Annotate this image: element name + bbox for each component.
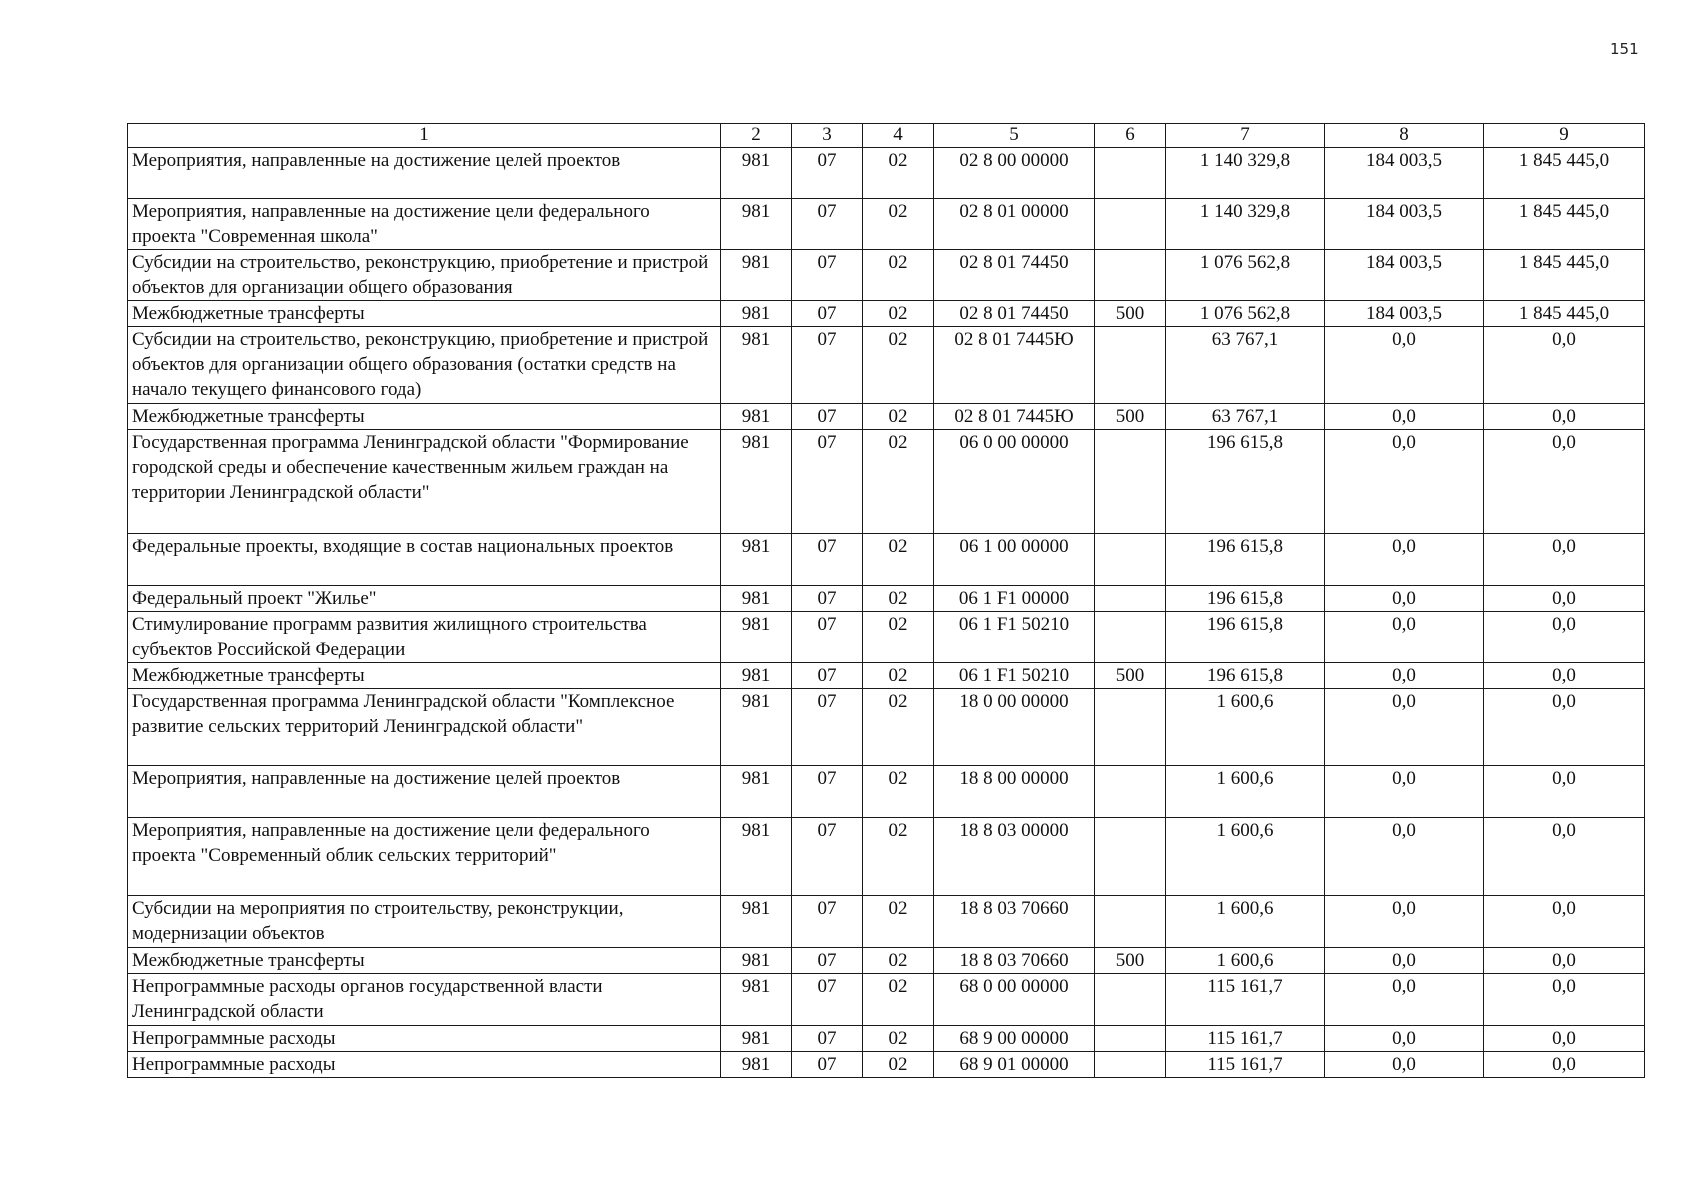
cell-col-4: 02 [863,327,934,404]
cell-col-8: 0,0 [1325,534,1484,586]
cell-col-6 [1095,612,1166,663]
cell-col-8: 0,0 [1325,612,1484,663]
cell-col-name: Межбюджетные трансферты [128,301,721,327]
cell-col-4: 02 [863,534,934,586]
cell-col-4: 02 [863,948,934,974]
cell-col-7: 1 140 329,8 [1166,148,1325,199]
cell-col-2: 981 [721,948,792,974]
cell-col-8: 0,0 [1325,430,1484,534]
cell-col-7: 196 615,8 [1166,586,1325,612]
cell-col-9: 1 845 445,0 [1484,199,1645,250]
cell-col-5: 18 0 00 00000 [934,689,1095,766]
cell-col-8: 0,0 [1325,586,1484,612]
cell-col-name: Непрограммные расходы органов государственной власти Ленинградской области [128,974,721,1026]
cell-col-8: 0,0 [1325,404,1484,430]
cell-col-name: Непрограммные расходы [128,1026,721,1052]
cell-col-3: 07 [792,199,863,250]
cell-col-name: Федеральный проект "Жилье" [128,586,721,612]
cell-col-3: 07 [792,974,863,1026]
cell-col-8: 0,0 [1325,974,1484,1026]
cell-col-7: 1 600,6 [1166,896,1325,948]
cell-col-6 [1095,1026,1166,1052]
table-row [128,301,1645,327]
header-col-7: 7 [1166,124,1325,148]
cell-col-6 [1095,250,1166,301]
cell-col-6 [1095,896,1166,948]
cell-col-5: 06 1 F1 50210 [934,612,1095,663]
cell-col-9: 0,0 [1484,612,1645,663]
cell-col-4: 02 [863,250,934,301]
cell-col-4: 02 [863,404,934,430]
header-col-name: 1 [128,124,721,148]
cell-col-9: 1 845 445,0 [1484,250,1645,301]
cell-col-6 [1095,586,1166,612]
cell-col-4: 02 [863,612,934,663]
cell-col-4: 02 [863,663,934,689]
cell-col-2: 981 [721,327,792,404]
cell-col-3: 07 [792,1052,863,1078]
cell-col-5: 06 1 F1 50210 [934,663,1095,689]
cell-col-4: 02 [863,974,934,1026]
table-row [128,586,1645,612]
cell-col-8: 184 003,5 [1325,301,1484,327]
cell-col-name: Стимулирование программ развития жилищного строительства субъектов Российской Федерации [128,612,721,663]
cell-col-7: 63 767,1 [1166,327,1325,404]
cell-col-3: 07 [792,766,863,818]
header-row [128,124,1645,148]
cell-col-7: 1 600,6 [1166,818,1325,896]
cell-col-6 [1095,1052,1166,1078]
cell-col-8: 184 003,5 [1325,199,1484,250]
cell-col-name: Мероприятия, направленные на достижение целей проектов [128,766,721,818]
cell-col-7: 1 600,6 [1166,689,1325,766]
cell-col-5: 02 8 00 00000 [934,148,1095,199]
cell-col-2: 981 [721,404,792,430]
cell-col-name: Межбюджетные трансферты [128,948,721,974]
cell-col-6: 500 [1095,404,1166,430]
cell-col-6 [1095,199,1166,250]
header-col-9: 9 [1484,124,1645,148]
cell-col-6: 500 [1095,948,1166,974]
cell-col-3: 07 [792,404,863,430]
cell-col-5: 18 8 03 00000 [934,818,1095,896]
cell-col-6 [1095,689,1166,766]
cell-col-6 [1095,974,1166,1026]
table-row [128,663,1645,689]
cell-col-8: 0,0 [1325,663,1484,689]
header-col-8: 8 [1325,124,1484,148]
cell-col-name: Мероприятия, направленные на достижение цели федерального проекта "Современная школа" [128,199,721,250]
cell-col-3: 07 [792,612,863,663]
cell-col-8: 0,0 [1325,327,1484,404]
cell-col-5: 02 8 01 74450 [934,250,1095,301]
cell-col-6 [1095,148,1166,199]
cell-col-2: 981 [721,199,792,250]
cell-col-9: 1 845 445,0 [1484,148,1645,199]
cell-col-name: Государственная программа Ленинградской области "Формирование городской среды и обеспечение качественным жильем граждан на территории Ленинградской области" [128,430,721,534]
table-row [128,1052,1645,1078]
cell-col-2: 981 [721,430,792,534]
cell-col-4: 02 [863,689,934,766]
cell-col-2: 981 [721,896,792,948]
table-row [128,404,1645,430]
cell-col-5: 18 8 00 00000 [934,766,1095,818]
cell-col-5: 68 9 00 00000 [934,1026,1095,1052]
cell-col-3: 07 [792,327,863,404]
cell-col-2: 981 [721,612,792,663]
cell-col-2: 981 [721,818,792,896]
cell-col-5: 18 8 03 70660 [934,948,1095,974]
cell-col-4: 02 [863,430,934,534]
cell-col-name: Субсидии на строительство, реконструкцию, приобретение и пристрой объектов для организации общего образования (остатки средств на начало текущего финансового года) [128,327,721,404]
cell-col-9: 0,0 [1484,327,1645,404]
cell-col-name: Государственная программа Ленинградской области "Комплексное развитие сельских территорий Ленинградской области" [128,689,721,766]
cell-col-9: 0,0 [1484,404,1645,430]
cell-col-name: Субсидии на строительство, реконструкцию, приобретение и пристрой объектов для организации общего образования [128,250,721,301]
cell-col-2: 981 [721,301,792,327]
cell-col-4: 02 [863,818,934,896]
cell-col-7: 115 161,7 [1166,1052,1325,1078]
cell-col-8: 0,0 [1325,948,1484,974]
table-row [128,612,1645,663]
cell-col-9: 0,0 [1484,663,1645,689]
cell-col-6: 500 [1095,663,1166,689]
cell-col-9: 1 845 445,0 [1484,301,1645,327]
cell-col-5: 68 0 00 00000 [934,974,1095,1026]
cell-col-2: 981 [721,689,792,766]
cell-col-4: 02 [863,586,934,612]
cell-col-3: 07 [792,148,863,199]
cell-col-2: 981 [721,586,792,612]
cell-col-7: 196 615,8 [1166,663,1325,689]
cell-col-9: 0,0 [1484,766,1645,818]
cell-col-5: 02 8 01 74450 [934,301,1095,327]
cell-col-name: Мероприятия, направленные на достижение цели федерального проекта "Современный облик сельских территорий" [128,818,721,896]
budget-table [127,123,1645,1078]
cell-col-8: 0,0 [1325,1026,1484,1052]
table-row [128,199,1645,250]
cell-col-8: 0,0 [1325,1052,1484,1078]
cell-col-2: 981 [721,250,792,301]
cell-col-4: 02 [863,148,934,199]
cell-col-9: 0,0 [1484,896,1645,948]
table-row [128,896,1645,948]
cell-col-7: 196 615,8 [1166,534,1325,586]
cell-col-5: 06 1 F1 00000 [934,586,1095,612]
cell-col-3: 07 [792,586,863,612]
cell-col-2: 981 [721,1026,792,1052]
cell-col-2: 981 [721,974,792,1026]
cell-col-name: Мероприятия, направленные на достижение целей проектов [128,148,721,199]
cell-col-2: 981 [721,1052,792,1078]
cell-col-8: 0,0 [1325,818,1484,896]
cell-col-2: 981 [721,663,792,689]
cell-col-3: 07 [792,689,863,766]
cell-col-5: 02 8 01 7445Ю [934,327,1095,404]
cell-col-7: 1 076 562,8 [1166,250,1325,301]
table-row [128,818,1645,896]
cell-col-9: 0,0 [1484,689,1645,766]
cell-col-5: 06 0 00 00000 [934,430,1095,534]
header-col-6: 6 [1095,124,1166,148]
cell-col-name: Федеральные проекты, входящие в состав национальных проектов [128,534,721,586]
cell-col-7: 1 076 562,8 [1166,301,1325,327]
cell-col-4: 02 [863,1026,934,1052]
header-col-5: 5 [934,124,1095,148]
cell-col-8: 184 003,5 [1325,148,1484,199]
cell-col-4: 02 [863,766,934,818]
cell-col-7: 115 161,7 [1166,974,1325,1026]
cell-col-4: 02 [863,896,934,948]
cell-col-name: Непрограммные расходы [128,1052,721,1078]
cell-col-3: 07 [792,301,863,327]
cell-col-6 [1095,430,1166,534]
cell-col-7: 196 615,8 [1166,612,1325,663]
cell-col-8: 0,0 [1325,766,1484,818]
cell-col-5: 02 8 01 00000 [934,199,1095,250]
cell-col-9: 0,0 [1484,586,1645,612]
page-number: 151 [1610,40,1639,58]
cell-col-4: 02 [863,1052,934,1078]
cell-col-6 [1095,327,1166,404]
cell-col-3: 07 [792,948,863,974]
cell-col-9: 0,0 [1484,974,1645,1026]
cell-col-6 [1095,534,1166,586]
cell-col-name: Субсидии на мероприятия по строительству, реконструкции, модернизации объектов [128,896,721,948]
table-row [128,327,1645,404]
table-row [128,250,1645,301]
cell-col-name: Межбюджетные трансферты [128,404,721,430]
cell-col-2: 981 [721,148,792,199]
cell-col-name: Межбюджетные трансферты [128,663,721,689]
cell-col-4: 02 [863,301,934,327]
cell-col-7: 1 600,6 [1166,948,1325,974]
cell-col-5: 06 1 00 00000 [934,534,1095,586]
cell-col-9: 0,0 [1484,534,1645,586]
cell-col-9: 0,0 [1484,1026,1645,1052]
header-col-2: 2 [721,124,792,148]
cell-col-9: 0,0 [1484,948,1645,974]
cell-col-7: 1 600,6 [1166,766,1325,818]
cell-col-9: 0,0 [1484,430,1645,534]
table-row [128,430,1645,534]
cell-col-5: 18 8 03 70660 [934,896,1095,948]
cell-col-3: 07 [792,1026,863,1052]
cell-col-3: 07 [792,663,863,689]
cell-col-7: 1 140 329,8 [1166,199,1325,250]
header-col-3: 3 [792,124,863,148]
table-row [128,689,1645,766]
cell-col-3: 07 [792,250,863,301]
cell-col-8: 184 003,5 [1325,250,1484,301]
table-row [128,948,1645,974]
cell-col-7: 115 161,7 [1166,1026,1325,1052]
cell-col-9: 0,0 [1484,818,1645,896]
cell-col-3: 07 [792,534,863,586]
cell-col-4: 02 [863,199,934,250]
cell-col-8: 0,0 [1325,689,1484,766]
cell-col-6 [1095,766,1166,818]
table-row [128,148,1645,199]
cell-col-3: 07 [792,896,863,948]
cell-col-6 [1095,818,1166,896]
cell-col-6: 500 [1095,301,1166,327]
cell-col-3: 07 [792,430,863,534]
cell-col-2: 981 [721,766,792,818]
cell-col-3: 07 [792,818,863,896]
cell-col-9: 0,0 [1484,1052,1645,1078]
cell-col-8: 0,0 [1325,896,1484,948]
header-col-4: 4 [863,124,934,148]
table-row [128,1026,1645,1052]
table-row [128,534,1645,586]
table-row [128,766,1645,818]
cell-col-2: 981 [721,534,792,586]
table-row [128,974,1645,1026]
cell-col-7: 196 615,8 [1166,430,1325,534]
cell-col-7: 63 767,1 [1166,404,1325,430]
cell-col-5: 02 8 01 7445Ю [934,404,1095,430]
cell-col-5: 68 9 01 00000 [934,1052,1095,1078]
